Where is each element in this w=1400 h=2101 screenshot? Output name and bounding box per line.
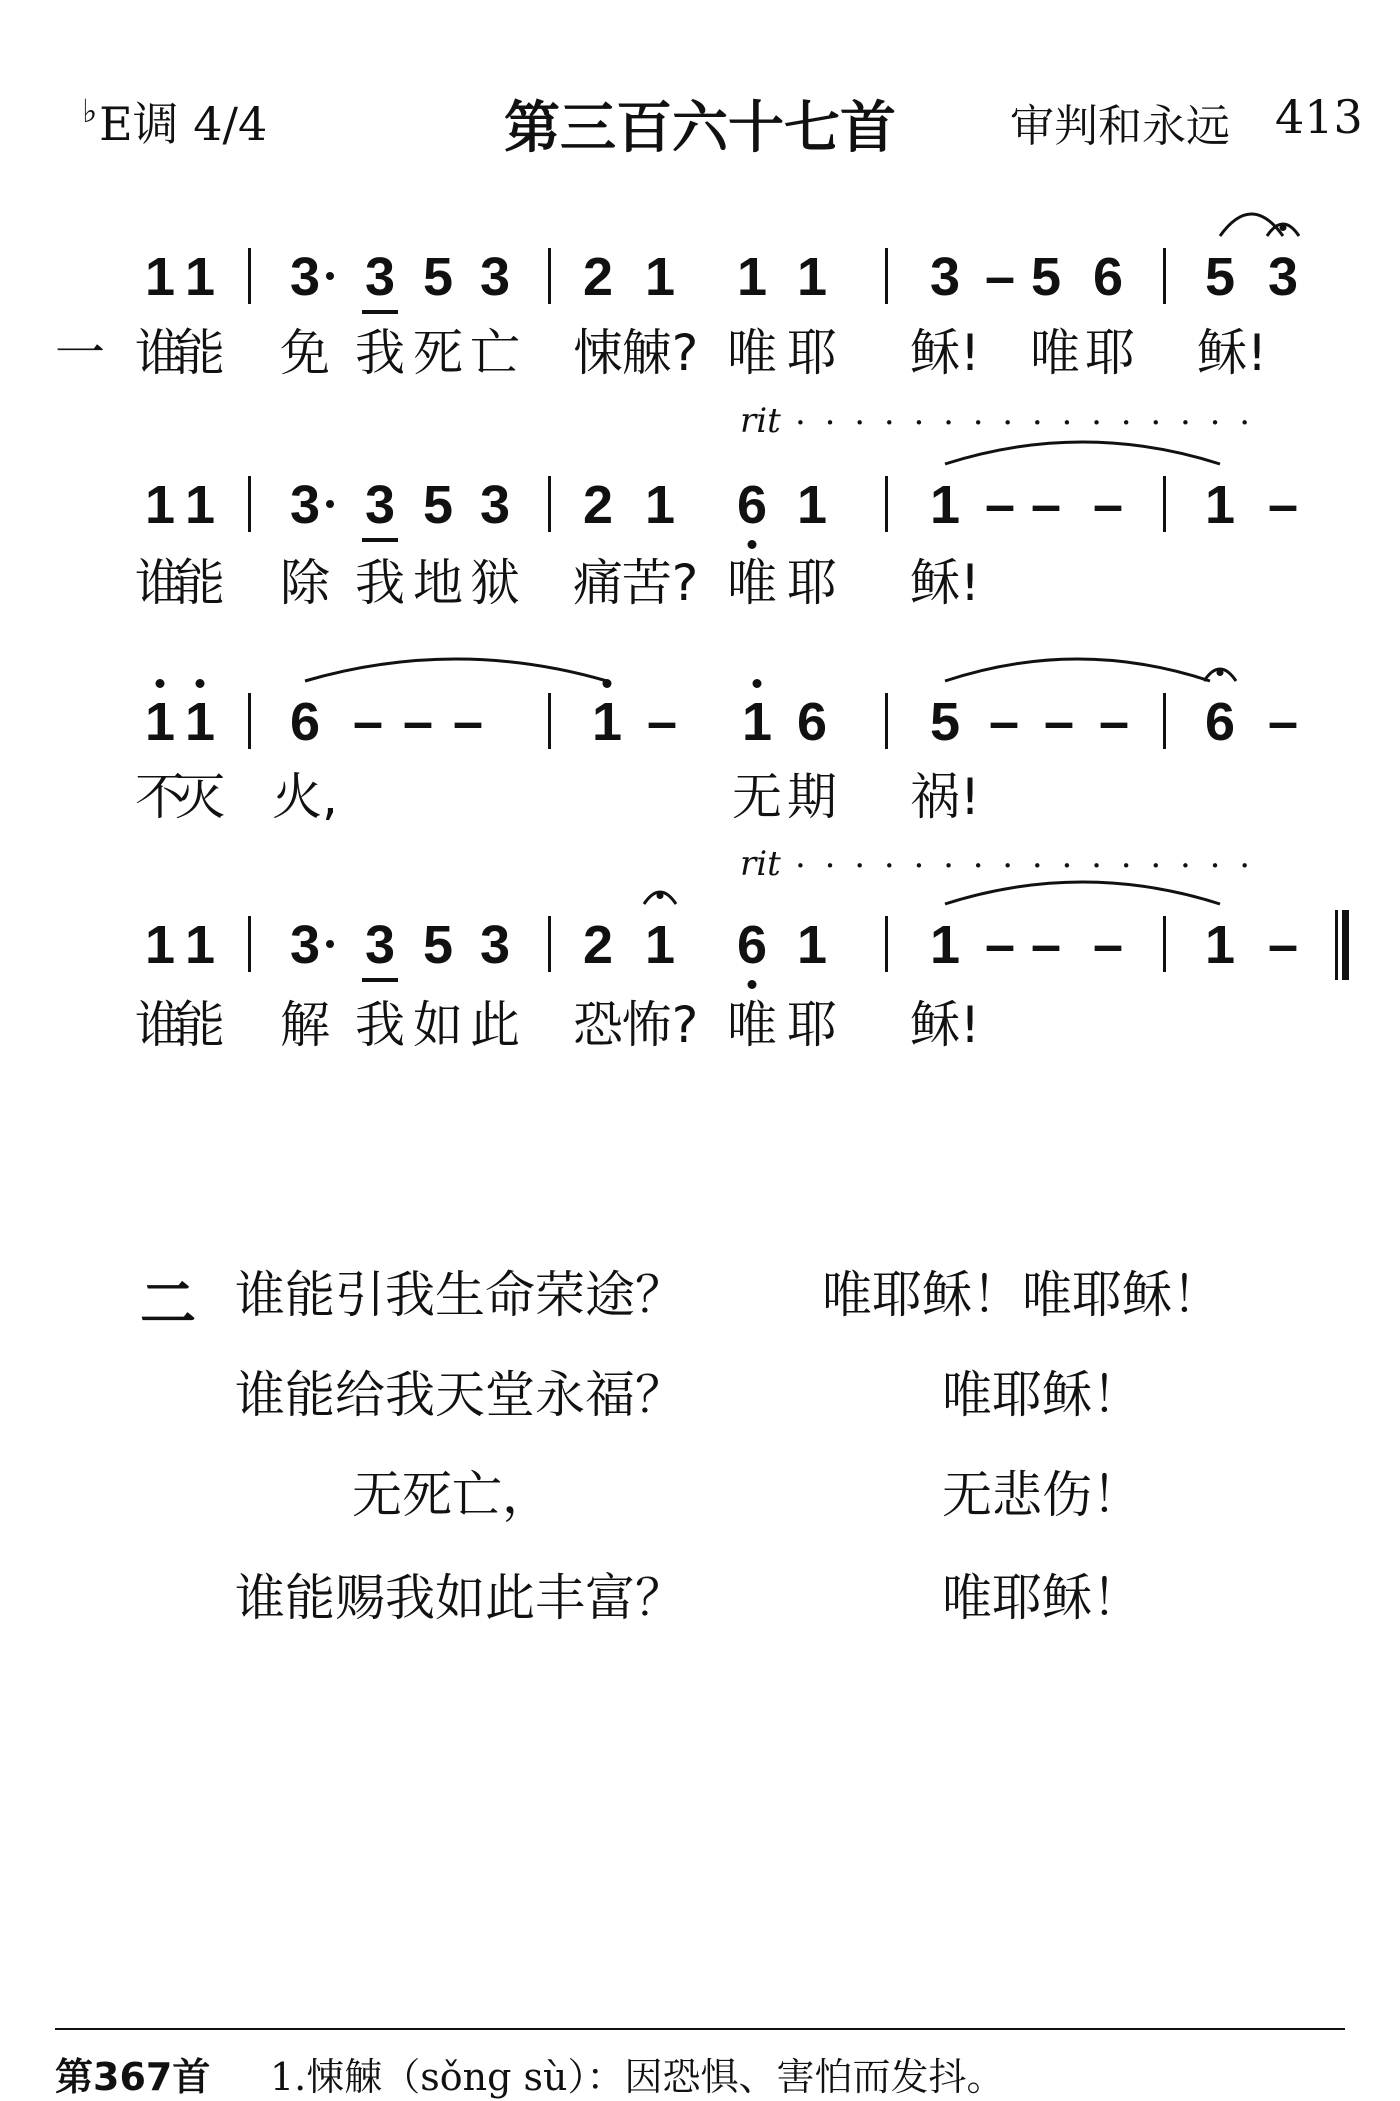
verse-2-line-4-left: 谁能赐我如此丰富？ [235,1569,685,1627]
extension-dash: – [1092,475,1124,535]
note: 1 [741,692,773,752]
extension-dash: – [1030,915,1062,975]
extension-dash: – [1098,692,1130,752]
extension-dash: – [1043,692,1075,752]
note: 6 [736,475,768,535]
barline [248,916,251,972]
note: 3 [1267,247,1299,307]
lyric-syllable: 悚 [573,324,623,382]
lyric-syllable: 火, [272,768,338,826]
octave-up-dot [603,679,612,688]
lyric-syllable: 我 [355,554,405,612]
note: 6 [796,692,828,752]
octave-up-dot [156,679,165,688]
slur [1220,214,1283,236]
dot-mark [326,500,334,508]
note: 6 [1092,247,1124,307]
slur [945,442,1220,464]
note: 5 [1030,247,1062,307]
note: 3 [289,247,321,307]
rit-marking: rit [740,844,781,884]
lyric-syllable: 祸! [909,768,981,826]
barline [548,248,551,304]
slur [945,882,1220,904]
lyric-syllable: 唯 [1030,324,1080,382]
final-barline [1335,910,1349,980]
note: 1 [1204,475,1236,535]
note: 1 [144,692,176,752]
lyric-syllable: 死 [413,324,463,382]
lyric-syllable: 唯 [727,324,777,382]
verse-2-line-1-right: 唯耶稣！唯耶稣！ [822,1266,1222,1324]
lyric-syllable: 谁 [135,554,185,612]
note: 3 [364,247,396,307]
extension-dash: – [984,475,1016,535]
barline [548,476,551,532]
note: 1 [184,692,216,752]
extension-dash: – [988,692,1020,752]
verse-1-marker: 一 [55,324,105,382]
extension-dash: – [984,247,1016,307]
verse-2-line-3-right: 无悲伤！ [942,1466,1142,1524]
lyric-syllable: 苦? [621,554,699,612]
extension-dash: – [1267,692,1299,752]
barline [548,693,551,749]
lyric-syllable: 免 [280,324,330,382]
fermata-dot [1217,669,1224,676]
lyric-syllable: 地 [413,554,463,612]
lyric-syllable: 除 [280,554,330,612]
barline [1163,476,1166,532]
note: 3 [479,247,511,307]
note: 1 [184,247,216,307]
note-underline [362,978,398,982]
note: 2 [582,475,614,535]
note: 1 [644,915,676,975]
note: 1 [644,247,676,307]
note: 3 [289,475,321,535]
note: 1 [644,475,676,535]
barline [1163,693,1166,749]
lyric-syllable: 谁 [135,324,185,382]
octave-down-dot [748,980,757,989]
lyric-syllable: 稣! [909,324,981,382]
lyric-syllable: 能 [175,324,225,382]
note: 1 [929,475,961,535]
note: 1 [144,475,176,535]
barline [248,476,251,532]
verse-2-line-2-left: 谁能给我天堂永福？ [235,1366,685,1424]
note: 1 [736,247,768,307]
lyric-syllable: 耶 [787,554,837,612]
lyric-syllable: 我 [355,996,405,1054]
lyric-syllable: 谁 [135,996,185,1054]
hymn-title: 第三百六十七首 [504,96,896,161]
note: 1 [796,247,828,307]
extension-dash: – [1030,475,1062,535]
barline [885,476,888,532]
verse-2-line-3-left: 无死亡， [352,1466,552,1524]
lyric-syllable: 怖? [621,996,699,1054]
note: 5 [422,475,454,535]
note: 3 [479,915,511,975]
note: 1 [184,915,216,975]
fermata-dot [1280,224,1287,231]
note: 3 [364,475,396,535]
note: 1 [1204,915,1236,975]
extension-dash: – [452,692,484,752]
footer-note: 1.悚觫（sǒng sù）：因恐惧、害怕而发抖。 [270,2055,1005,2099]
extension-dash: – [1267,475,1299,535]
lyric-syllable: 能 [175,554,225,612]
lyric-syllable: 稣! [909,554,981,612]
note: 2 [582,247,614,307]
note: 6 [1204,692,1236,752]
slur [305,659,607,681]
dot-mark [326,940,334,948]
note: 5 [1204,247,1236,307]
lyric-syllable: 无 [732,768,782,826]
lyric-syllable: 解 [280,996,330,1054]
barline [248,248,251,304]
note: 1 [184,475,216,535]
rit-marking: rit [740,401,781,441]
lyric-syllable: 能 [175,996,225,1054]
footer-divider [55,2028,1345,2030]
note-underline [362,538,398,542]
extension-dash: – [1267,915,1299,975]
note: 1 [796,915,828,975]
section-title: 审判和永远 [1010,101,1230,152]
page-number: 413 [1275,90,1363,144]
note: 3 [479,475,511,535]
lyric-syllable: 耶 [787,324,837,382]
note: 3 [364,915,396,975]
barline [885,248,888,304]
lyric-syllable: 稣! [909,996,981,1054]
octave-down-dot [748,540,757,549]
note: 5 [422,915,454,975]
lyric-syllable: 稣! [1196,324,1268,382]
verse-2-line-2-right: 唯耶稣！ [942,1366,1142,1424]
note: 6 [736,915,768,975]
lyric-syllable: 耶 [1085,324,1135,382]
lyric-syllable: 唯 [727,996,777,1054]
rit-dots: . . . . . . . . . . . . . . . . [795,836,1255,876]
barline [548,916,551,972]
lyric-syllable: 狱 [470,554,520,612]
note: 5 [929,692,961,752]
flat-sign: ♭ [82,92,98,130]
note: 1 [591,692,623,752]
fermata-dot [657,892,664,899]
rit-dots: . . . . . . . . . . . . . . . . [795,393,1255,433]
barline [1163,916,1166,972]
note: 2 [582,915,614,975]
barline [248,693,251,749]
octave-up-dot [196,679,205,688]
lyric-syllable: 觫? [621,324,699,382]
footer-hymn-number: 第367首 [55,2055,211,2099]
note: 3 [289,915,321,975]
verse-2-label: 二 [140,1272,196,1337]
lyric-syllable: 痛 [573,554,623,612]
barline [885,693,888,749]
extension-dash: – [984,915,1016,975]
lyric-syllable: 期 [787,768,837,826]
lyric-syllable: 耶 [787,996,837,1054]
note: 1 [796,475,828,535]
barline [885,916,888,972]
slur [945,659,1210,681]
lyric-syllable: 亡 [470,324,520,382]
lyric-syllable: 此 [470,996,520,1054]
lyric-syllable: 我 [355,324,405,382]
octave-up-dot [753,679,762,688]
note: 1 [144,247,176,307]
dot-mark [326,272,334,280]
lyric-syllable: 恐 [573,996,623,1054]
extension-dash: – [646,692,678,752]
barline [1163,248,1166,304]
extension-dash: – [352,692,384,752]
lyric-syllable: 如 [413,996,463,1054]
note: 1 [144,915,176,975]
verse-2-line-1-left: 谁能引我生命荣途？ [235,1266,685,1324]
extension-dash: – [1092,915,1124,975]
note: 1 [929,915,961,975]
note: 6 [289,692,321,752]
key-text: E调 4/4 [99,97,268,151]
note-underline [362,310,398,314]
note: 5 [422,247,454,307]
note: 3 [929,247,961,307]
lyric-syllable: 灭 [175,768,225,826]
verse-2-line-4-right: 唯耶稣！ [942,1569,1142,1627]
lyric-syllable: 不 [135,768,185,826]
lyric-syllable: 唯 [727,554,777,612]
extension-dash: – [402,692,434,752]
